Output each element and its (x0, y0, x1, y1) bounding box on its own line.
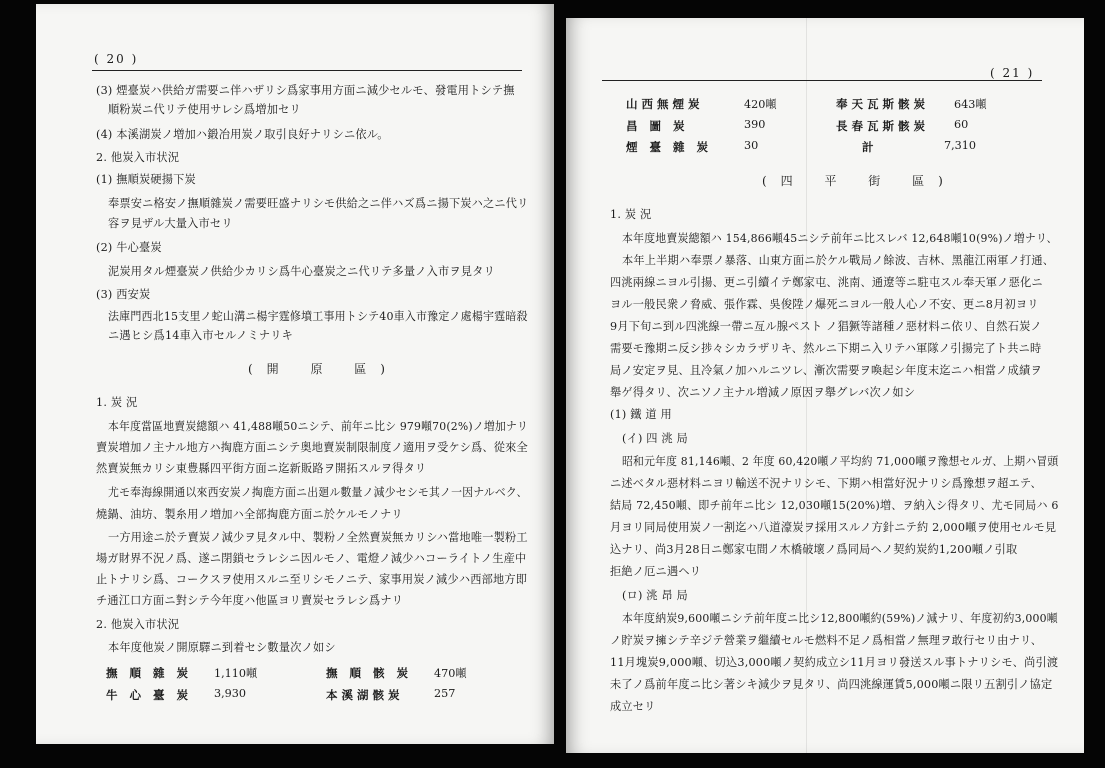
text-line: 法庫門西北15支里ノ蛇山溝ニ楊宇霆修墳工事用トシテ40車入市豫定ノ處楊宇霆暗殺 (108, 310, 528, 323)
text-line: 本年度他炭ノ開原驛ニ到着セシ數量次ノ如シ (108, 641, 336, 654)
coal-name: 奉天瓦斯骸炭 (836, 97, 929, 111)
coal-name: 撫 順 骸 炭 (326, 666, 413, 680)
text-line: 2. 他炭入市状況 (96, 618, 180, 631)
coal-name: 煙 臺 雜 炭 (626, 140, 713, 154)
coal-amount: 30 (744, 139, 759, 152)
coal-amount: 257 (434, 687, 456, 700)
text-line: (3) 煙臺炭ハ供給ガ需要ニ伴ハザリシ爲家事用方面ニ減少セルモ、發電用トシテ撫 (96, 84, 515, 97)
text-line: 局ノ安定ヲ見、且冷氣ノ加ハルニツレ、漸次需要ヲ喚起シ年度末迄ニハ相當ノ成績ヲ (610, 364, 1042, 377)
text-line: 燒鍋、油坊、製糸用ノ増加ハ全部掏鹿方面ニ於ケルモノナリ (96, 508, 403, 521)
text-line: 然賣炭無カリシ東豊縣四平街方面ニ迄新販路ヲ開拓スルヲ得タリ (96, 462, 427, 475)
text-line: 9月下旬ニ到ル四洮線一帶ニ亙ル腺ペスト ノ猖獗等諸種ノ惡材料ニ依リ、自然石炭ノ (610, 320, 1042, 333)
coal-amount: 60 (954, 118, 969, 131)
coal-amount: 390 (744, 118, 766, 131)
coal-name: 計 (862, 140, 878, 154)
coal-amount: 470噸 (434, 667, 467, 680)
coal-name: 山西無煙炭 (626, 97, 704, 111)
text-line: ニ述ベタル惡材料ニヨリ輸送不況ナリシモ、下期ハ相當好況ナリシ爲豫想ヲ超エテ、 (610, 477, 1042, 490)
text-line: 未了ノ爲前年度ニ比シ著シキ減少ヲ見タリ、尚四洮線運賃5,000噸ニ限リ五割引ノ協定 (610, 678, 1053, 691)
district-heading: (四 平 街 區) (762, 174, 957, 188)
text-line: チ通江口方面ニ對シテ今年度ハ他區ヨリ賣炭セラレシ爲ナリ (96, 594, 404, 607)
coal-amount: 643噸 (954, 98, 987, 111)
text-line: 月ヨリ同局使用炭ノ一割迄ハ八道濠炭ヲ採用スルノ方針ニテ約 2,000噸ヲ使用セルモ見 (610, 521, 1057, 534)
coal-name: 長春瓦斯骸炭 (836, 119, 929, 133)
text-line: 奉票安ニ格安ノ撫順雜炭ノ需要旺盛ナリシモ供給之ニ伴ハズ爲ニ揚下炭ハ之ニ代リ (108, 197, 529, 210)
text-line: (1) 鐵 道 用 (610, 408, 672, 421)
text-line: (4) 本溪湖炭ノ増加ハ鍛冶用炭ノ取引良好ナリシニ依ル。 (96, 128, 389, 141)
text-line: 順粉炭ニ代リテ使用サレシ爲増加セリ (108, 103, 301, 116)
text-line: 一方用途ニ於テ賣炭ノ減少ヲ見タル中、製粉ノ全然賣炭無カリシハ當地唯一製粉工 (108, 531, 528, 544)
coal-amount: 7,310 (944, 139, 977, 152)
text-line: (1) 撫順炭硬揚下炭 (96, 173, 196, 186)
text-line: 1. 炭 況 (96, 396, 138, 409)
left-page (36, 4, 554, 744)
text-line: 四洮兩線ニヨル引揚、更ニ引續イテ鄭家屯、洮南、通遼等ニ駐屯スル奉天軍ノ惡化ニ (610, 276, 1043, 289)
text-line: 11月塊炭9,000噸、切込3,000噸ノ契約成立シ11月ヨリ發送スル事トナリシモ、尚引渡 (610, 656, 1059, 669)
coal-amount: 420噸 (744, 98, 777, 111)
text-line: 舉ゲ得タリ、次ニソノ主ナル増減ノ原因ヲ舉グレバ次ノ如シ (610, 386, 916, 399)
text-line: 本年上半期ハ奉票ノ暴落、山東方面ニ於ケル戰局ノ餘波、吉林、黑龍江兩軍ノ打通、 (622, 254, 1055, 267)
header-rule-left (92, 70, 522, 71)
text-line: (イ) 四 洮 局 (622, 432, 688, 445)
coal-name: 昌 圖 炭 (626, 119, 689, 133)
text-line: 尤モ奉海線開通以來西安炭ノ掏鹿方面ニ出廻ル數量ノ減少セシモ其ノ一因ナルベク、 (108, 486, 528, 499)
page-number-left: ( 20 ) (94, 52, 139, 66)
coal-name: 本溪湖骸炭 (326, 688, 404, 702)
coal-name: 撫 順 雜 炭 (106, 666, 193, 680)
right-page (566, 18, 1084, 753)
text-line: 2. 他炭入市状況 (96, 151, 180, 164)
text-line: ヨル一般民衆ノ脅威、張作霖、吳俊陞ノ爆死ニヨル一般人心ノ不安、更ニ8月初ヨリ (610, 298, 1039, 311)
text-line: 1. 炭 況 (610, 208, 652, 221)
page-number-right: ( 21 ) (990, 66, 1035, 80)
text-line: 止トナリシ爲、コークスヲ使用スルニ至リシモノニテ、家事用炭ノ減少ハ西部地方即 (96, 573, 528, 586)
text-line: 本年度地賣炭總額ハ 154,866噸45ニシテ前年ニ比スレバ 12,648噸10(9%)ノ増ナリ、 (622, 232, 1058, 245)
text-line: 込ナリ、尚3月28日ニ鄭家屯間ノ木橋破壞ノ爲同局ヘノ契約炭約1,200噸ノ引取 (610, 543, 1018, 556)
text-line: (3) 西安炭 (96, 288, 151, 301)
text-line: 容ヲ見ザル大量入市セリ (108, 217, 233, 230)
text-line: 本年度當區地賣炭總額ハ 41,488噸50ニシテ、前年ニ比シ 979噸70(2%)ノ増加ナリ (108, 420, 529, 433)
text-line: 結局 72,450噸、即チ前年ニ比シ 12,030噸15(20%)増、ヲ納入シ得タリ、尤モ同局ハ 6 (610, 499, 1059, 512)
text-line: ニ遇ヒシ爲14車入市セルノミナリキ (108, 329, 294, 342)
coal-name: 牛 心 臺 炭 (106, 688, 193, 702)
text-line: 泥炭用タル煙臺炭ノ供給少カリシ爲牛心臺炭之ニ代リテ多量ノ入市ヲ見タリ (108, 265, 495, 278)
text-line: ノ貯炭ヲ擁シテ辛ジテ營業ヲ繼續セルモ燃料不足ノ爲相當ノ無理ヲ敢行セリ由ナリ、 (610, 634, 1043, 647)
text-line: 賣炭増加ノ主ナル地方ハ掏鹿方面ニシテ奥地賣炭制限制度ノ適用ヲ受ケシ爲、從來全 (96, 441, 528, 454)
text-line: 昭和元年度 81,146噸、2 年度 60,420噸ノ平均約 71,000噸ヲ豫想セルガ、上期ハ冒頭 (622, 455, 1059, 468)
text-line: 需要モ豫期ニ反シ捗々シカラザリキ、然ルニ下期ニ入リテハ軍隊ノ引揚完了ト共ニ時 (610, 342, 1042, 355)
text-line: 場ガ財界不況ノ爲、遂ニ閉鎖セラレシニ因ルモノ、電燈ノ減少ハコーライトノ生産中 (96, 552, 527, 565)
text-line: 拒絶ノ厄ニ遇ヘリ (610, 565, 702, 578)
text-line: 成立セリ (610, 700, 656, 713)
coal-amount: 3,930 (214, 687, 247, 700)
coal-amount: 1,110噸 (214, 667, 258, 680)
text-line: (ロ) 洮 昂 局 (622, 589, 688, 602)
district-heading: (開 原 區) (248, 362, 399, 376)
text-line: 本年度納炭9,600噸ニシテ前年度ニ比シ12,800噸約(59%)ノ減ナリ、年度初約3,000噸 (622, 612, 1058, 625)
header-rule-right (602, 80, 1042, 81)
text-line: (2) 牛心臺炭 (96, 241, 162, 254)
